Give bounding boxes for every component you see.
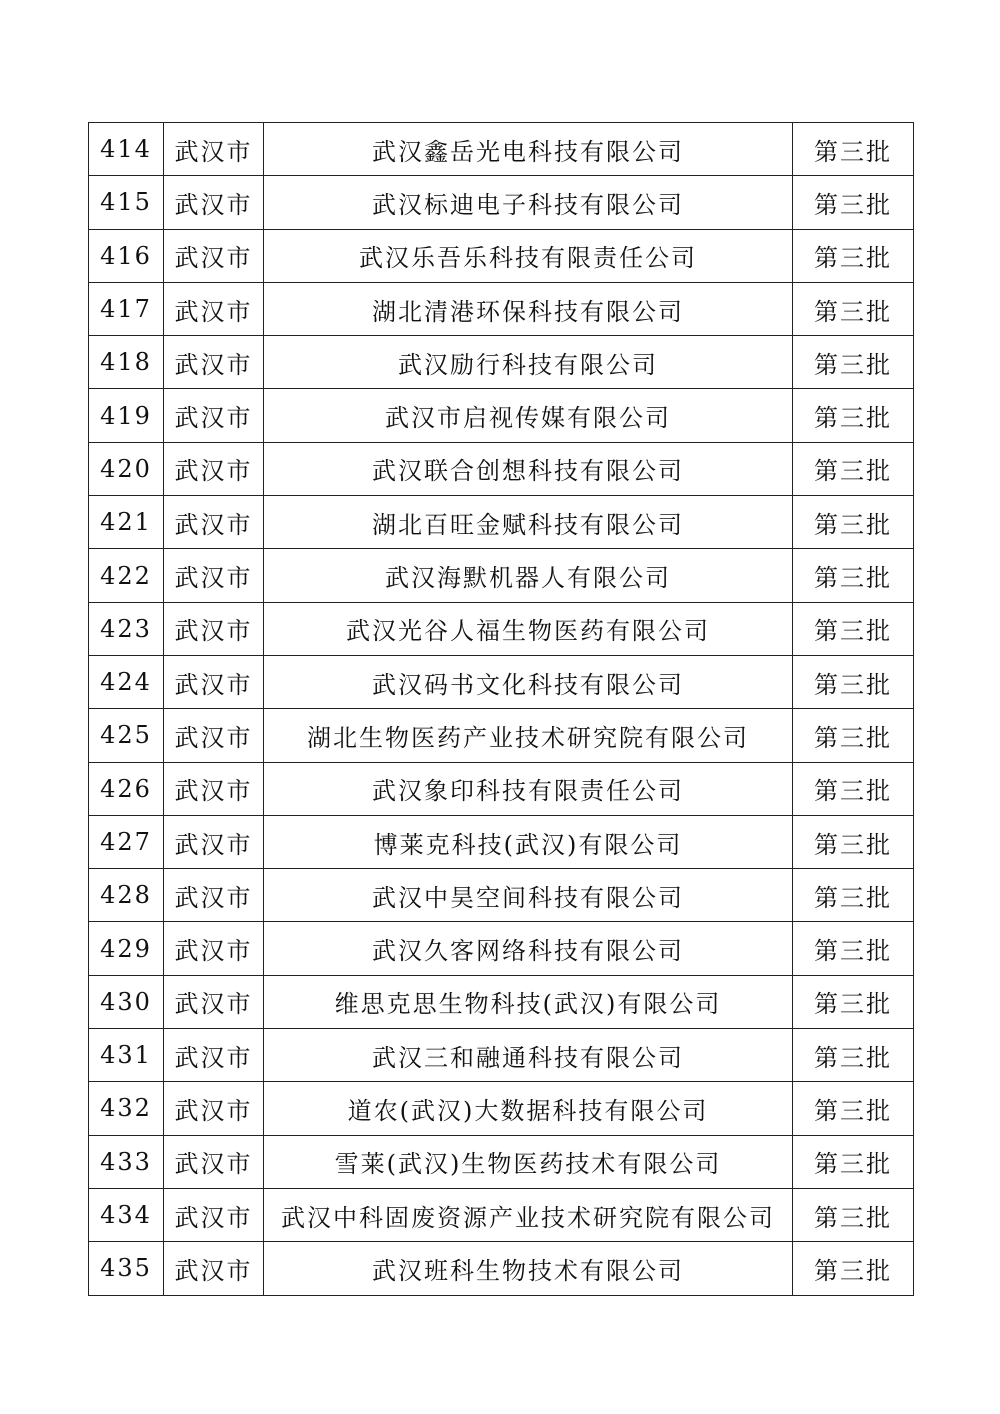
table-row: [89, 1029, 914, 1082]
row-number: 428: [89, 869, 164, 922]
table-row: [89, 1188, 914, 1241]
row-city: 武汉市: [164, 282, 264, 335]
row-company: 武汉中科固废资源产业技术研究院有限公司: [264, 1188, 793, 1241]
table-row: [89, 922, 914, 975]
row-company: 武汉标迪电子科技有限公司: [264, 176, 793, 229]
row-city: 武汉市: [164, 1242, 264, 1295]
row-number: 429: [89, 922, 164, 975]
row-batch: 第三批: [793, 1188, 914, 1241]
row-batch: 第三批: [793, 442, 914, 495]
row-city: 武汉市: [164, 389, 264, 442]
table-row: [89, 1082, 914, 1135]
row-batch: 第三批: [793, 655, 914, 708]
row-batch: 第三批: [793, 549, 914, 602]
row-city: 武汉市: [164, 1135, 264, 1188]
row-number: 421: [89, 496, 164, 549]
row-number: 427: [89, 815, 164, 868]
row-company: 武汉象印科技有限责任公司: [264, 762, 793, 815]
row-city: 武汉市: [164, 655, 264, 708]
row-city: 武汉市: [164, 229, 264, 282]
row-number: 418: [89, 336, 164, 389]
row-city: 武汉市: [164, 1029, 264, 1082]
row-number: 434: [89, 1188, 164, 1241]
row-company: 湖北清港环保科技有限公司: [264, 282, 793, 335]
row-number: 426: [89, 762, 164, 815]
row-batch: 第三批: [793, 496, 914, 549]
row-batch: 第三批: [793, 123, 914, 176]
row-batch: 第三批: [793, 869, 914, 922]
row-city: 武汉市: [164, 815, 264, 868]
row-batch: 第三批: [793, 975, 914, 1028]
row-city: 武汉市: [164, 176, 264, 229]
row-city: 武汉市: [164, 922, 264, 975]
table-row: [89, 762, 914, 815]
row-company: 武汉班科生物技术有限公司: [264, 1242, 793, 1295]
row-batch: 第三批: [793, 602, 914, 655]
row-number: 414: [89, 123, 164, 176]
table-row: [89, 549, 914, 602]
row-batch: 第三批: [793, 922, 914, 975]
row-number: 433: [89, 1135, 164, 1188]
table-row: [89, 389, 914, 442]
row-number: 435: [89, 1242, 164, 1295]
row-number: 432: [89, 1082, 164, 1135]
row-company: 武汉久客网络科技有限公司: [264, 922, 793, 975]
row-batch: 第三批: [793, 336, 914, 389]
row-batch: 第三批: [793, 1029, 914, 1082]
row-city: 武汉市: [164, 1082, 264, 1135]
row-number: 419: [89, 389, 164, 442]
row-batch: 第三批: [793, 176, 914, 229]
row-number: 417: [89, 282, 164, 335]
row-city: 武汉市: [164, 709, 264, 762]
table-row: [89, 336, 914, 389]
company-list-body: [89, 123, 914, 1296]
table-row: [89, 869, 914, 922]
row-city: 武汉市: [164, 869, 264, 922]
row-number: 422: [89, 549, 164, 602]
table-row: [89, 1242, 914, 1295]
row-batch: 第三批: [793, 282, 914, 335]
row-company: 武汉励行科技有限公司: [264, 336, 793, 389]
row-company: 雪莱(武汉)生物医药技术有限公司: [264, 1135, 793, 1188]
row-company: 博莱克科技(武汉)有限公司: [264, 815, 793, 868]
row-company: 武汉光谷人福生物医药有限公司: [264, 602, 793, 655]
table-row: [89, 815, 914, 868]
row-batch: 第三批: [793, 229, 914, 282]
table-row: [89, 1135, 914, 1188]
row-number: 430: [89, 975, 164, 1028]
table-row: [89, 229, 914, 282]
row-number: 423: [89, 602, 164, 655]
row-batch: 第三批: [793, 1082, 914, 1135]
row-city: 武汉市: [164, 496, 264, 549]
table-row: [89, 282, 914, 335]
row-batch: 第三批: [793, 1242, 914, 1295]
row-company: 武汉鑫岳光电科技有限公司: [264, 123, 793, 176]
company-list-table: [88, 122, 914, 1296]
row-city: 武汉市: [164, 975, 264, 1028]
row-number: 420: [89, 442, 164, 495]
row-city: 武汉市: [164, 602, 264, 655]
row-batch: 第三批: [793, 762, 914, 815]
row-number: 425: [89, 709, 164, 762]
row-city: 武汉市: [164, 336, 264, 389]
table-row: [89, 709, 914, 762]
row-number: 415: [89, 176, 164, 229]
row-city: 武汉市: [164, 762, 264, 815]
row-city: 武汉市: [164, 442, 264, 495]
row-company: 武汉市启视传媒有限公司: [264, 389, 793, 442]
row-number: 424: [89, 655, 164, 708]
row-company: 武汉三和融通科技有限公司: [264, 1029, 793, 1082]
table-row: [89, 496, 914, 549]
row-batch: 第三批: [793, 815, 914, 868]
row-company: 武汉乐吾乐科技有限责任公司: [264, 229, 793, 282]
row-company: 武汉海默机器人有限公司: [264, 549, 793, 602]
row-company: 道农(武汉)大数据科技有限公司: [264, 1082, 793, 1135]
table-row: [89, 655, 914, 708]
table-row: [89, 176, 914, 229]
row-batch: 第三批: [793, 709, 914, 762]
table-row: [89, 123, 914, 176]
row-company: 维思克思生物科技(武汉)有限公司: [264, 975, 793, 1028]
row-batch: 第三批: [793, 1135, 914, 1188]
table-row: [89, 975, 914, 1028]
row-company: 武汉中昊空间科技有限公司: [264, 869, 793, 922]
table-row: [89, 602, 914, 655]
row-batch: 第三批: [793, 389, 914, 442]
row-number: 416: [89, 229, 164, 282]
table-row: [89, 442, 914, 495]
row-company: 武汉联合创想科技有限公司: [264, 442, 793, 495]
row-city: 武汉市: [164, 549, 264, 602]
row-number: 431: [89, 1029, 164, 1082]
row-company: 湖北生物医药产业技术研究院有限公司: [264, 709, 793, 762]
row-city: 武汉市: [164, 123, 264, 176]
row-city: 武汉市: [164, 1188, 264, 1241]
row-company: 湖北百旺金赋科技有限公司: [264, 496, 793, 549]
row-company: 武汉码书文化科技有限公司: [264, 655, 793, 708]
